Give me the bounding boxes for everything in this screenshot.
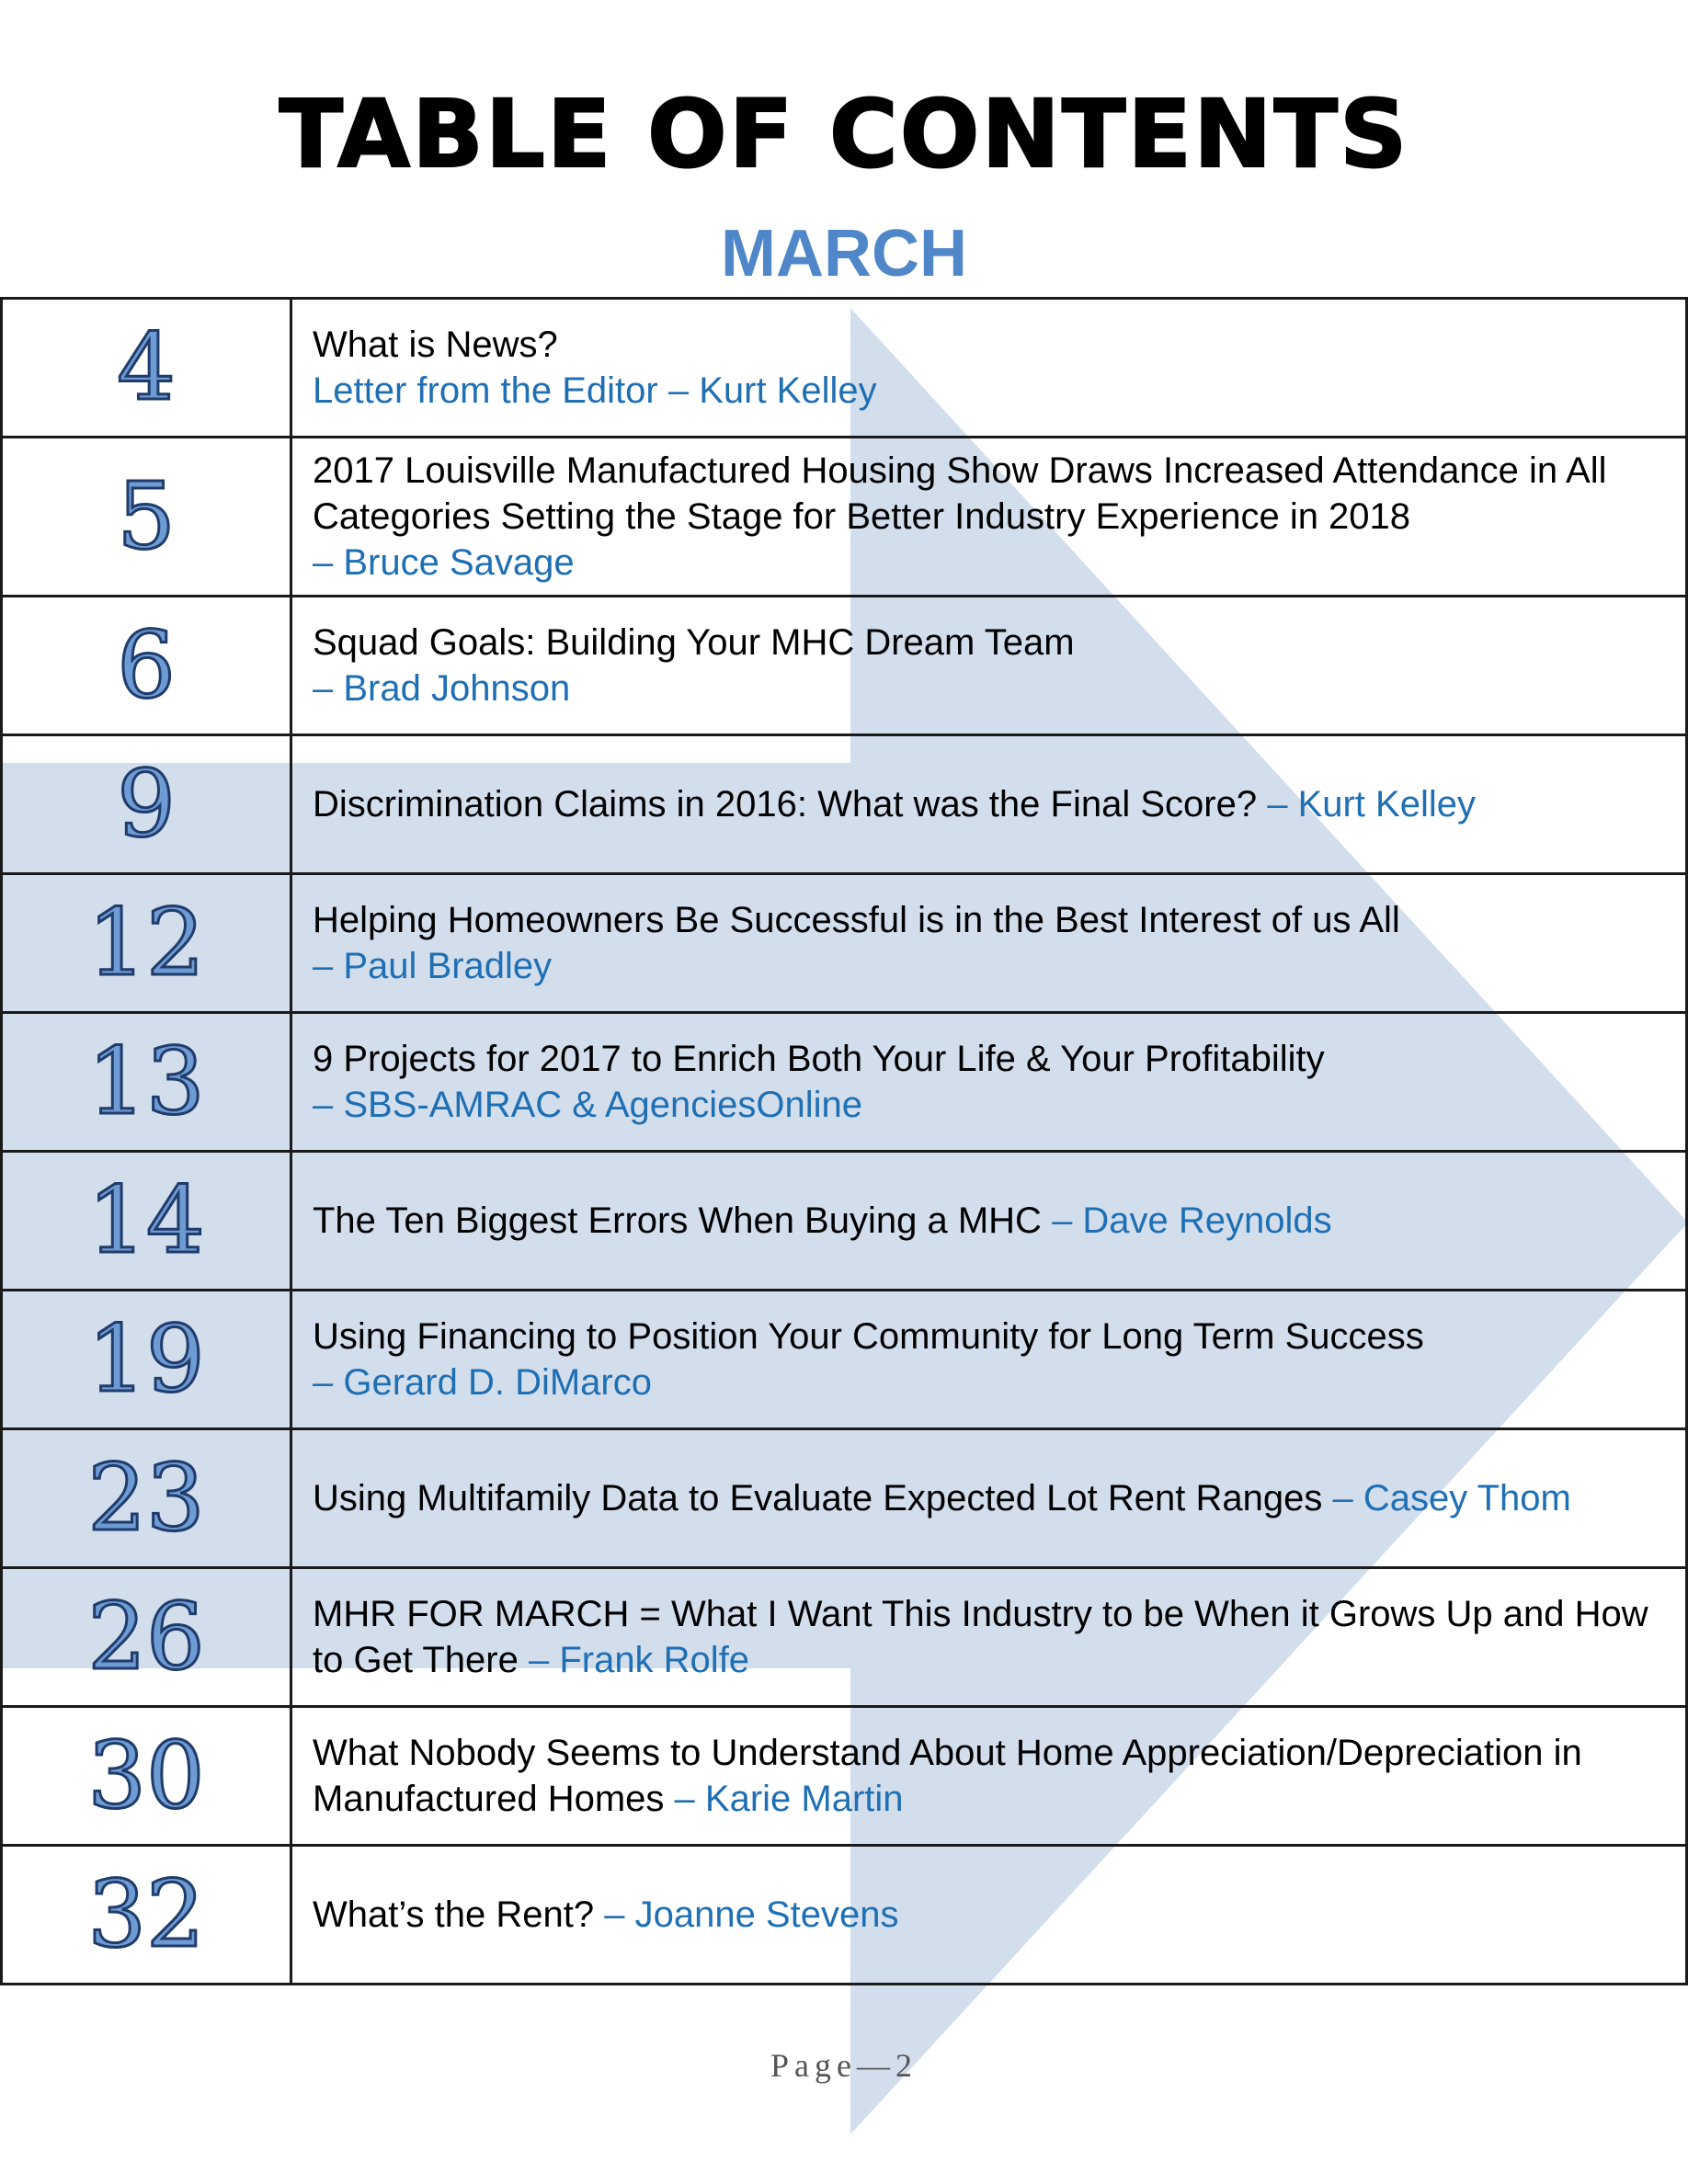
page-number: 26 [2,1568,291,1707]
issue-month: MARCH [721,217,967,290]
page-number: 4 [2,299,291,438]
article-entry[interactable] [291,1291,1687,1429]
table-row[interactable] [2,438,1687,597]
table-row[interactable] [2,1291,1687,1429]
table-row[interactable] [2,1846,1687,1985]
table-row[interactable] [2,1429,1687,1568]
article-author: – Kurt Kelley [1267,784,1476,825]
table-row[interactable] [2,1568,1687,1707]
page-number: 5 [2,438,291,597]
article-entry[interactable] [291,1013,1687,1152]
article-title: 2017 Louisville Manufactured Housing Show Draws Increased Attendance in All Categories Setting the Stage for Better Industry Experience in 2018 [313,450,1607,537]
table-row[interactable] [2,1013,1687,1152]
article-author: – Paul Bradley [313,946,553,986]
page-number: 23 [2,1429,291,1568]
table-row[interactable] [2,735,1687,874]
article-entry[interactable] [291,299,1687,438]
article-entry[interactable] [291,1846,1687,1985]
article-author: – Gerard D. DiMarco [313,1362,652,1403]
page-number: 12 [2,874,291,1013]
article-title: Squad Goals: Building Your MHC Dream Team [313,622,1075,663]
article-entry[interactable] [291,874,1687,1013]
article-title: What’s the Rent? [313,1894,595,1935]
contents-table [0,297,1688,1985]
article-title: What is News? [313,324,558,365]
page-title: TABLE OF CONTENTS [279,80,1409,189]
table-row[interactable] [2,874,1687,1013]
article-entry[interactable] [291,438,1687,597]
table-row[interactable] [2,299,1687,438]
article-title: Helping Homeowners Be Successful is in the Best Interest of us All [313,900,1400,940]
article-title: MHR FOR MARCH = What I Want This Industry to be When it Grows Up and How to Get There [313,1594,1648,1680]
article-entry[interactable] [291,735,1687,874]
article-author: – Frank Rolfe [528,1640,750,1680]
page-number: 19 [2,1291,291,1429]
page-footer: Page—2 [770,2047,918,2084]
article-author: – SBS-AMRAC & AgenciesOnline [313,1085,863,1125]
article-entry[interactable] [291,1429,1687,1568]
article-author: – Joanne Stevens [604,1894,899,1935]
article-entry[interactable] [291,1568,1687,1707]
article-entry[interactable] [291,597,1687,735]
page-number: 13 [2,1013,291,1152]
table-row[interactable] [2,1152,1687,1291]
article-title: Using Financing to Position Your Community for Long Term Success [313,1316,1424,1357]
article-author: – Dave Reynolds [1052,1200,1332,1241]
page-number: 32 [2,1846,291,1985]
table-row[interactable] [2,597,1687,735]
article-entry[interactable] [291,1707,1687,1846]
article-entry[interactable] [291,1152,1687,1291]
article-title: What Nobody Seems to Understand About Home Appreciation/Depreciation in Manufactured Homes [313,1733,1582,1819]
article-author: – Karie Martin [674,1779,904,1819]
article-title: 9 Projects for 2017 to Enrich Both Your Life & Your Profitability [313,1039,1325,1079]
article-title: Discrimination Claims in 2016: What was the Final Score? [313,784,1258,825]
article-author: – Casey Thom [1332,1478,1571,1519]
article-author: Letter from the Editor – Kurt Kelley [313,370,877,411]
page-number: 6 [2,597,291,735]
table-row[interactable] [2,1707,1687,1846]
page-number: 30 [2,1707,291,1846]
page-number: 14 [2,1152,291,1291]
article-author: – Bruce Savage [313,542,575,583]
page-number: 9 [2,735,291,874]
article-author: – Brad Johnson [313,668,571,709]
article-title: The Ten Biggest Errors When Buying a MHC [313,1200,1042,1241]
article-title: Using Multifamily Data to Evaluate Expected Lot Rent Ranges [313,1478,1323,1519]
